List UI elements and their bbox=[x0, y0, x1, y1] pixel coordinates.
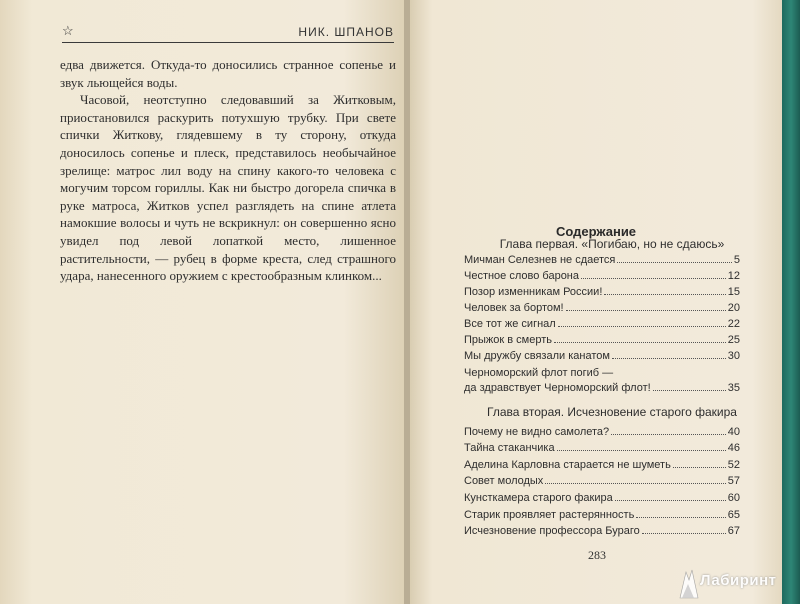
toc-entry-page: 15 bbox=[727, 286, 740, 298]
toc-entry-page: 40 bbox=[727, 426, 740, 438]
toc-entry bbox=[464, 422, 740, 438]
chapter-heading: Глава вторая. Исчезновение старого факира bbox=[487, 405, 737, 419]
toc-entry-page: 67 bbox=[727, 525, 740, 537]
labyrinth-logo-icon bbox=[676, 566, 702, 600]
toc-entry-title: Честное слово барона bbox=[464, 270, 580, 282]
toc-entry bbox=[464, 378, 740, 394]
toc-entry bbox=[464, 330, 740, 346]
toc-entry-title: Старик проявляет растерянность bbox=[464, 509, 635, 521]
chapter-heading: Глава первая. «Погибаю, но не сдаюсь» bbox=[499, 237, 725, 251]
toc-entry-title: да здравствует Черноморский флот! bbox=[464, 382, 651, 394]
watermark-logo bbox=[676, 566, 786, 600]
toc-entry bbox=[464, 488, 740, 504]
toc-entry bbox=[464, 346, 740, 362]
toc-entry-title: Мы дружбу связали канатом bbox=[464, 350, 610, 362]
toc-entry bbox=[464, 455, 740, 471]
toc-title: Содержание bbox=[555, 224, 637, 239]
toc-entry-page: 22 bbox=[727, 318, 740, 330]
toc-entry bbox=[464, 471, 740, 487]
page-number: 283 bbox=[588, 548, 606, 562]
toc-entry-title: Мичман Селезнев не сдается bbox=[464, 254, 616, 266]
toc-entry-title: Человек за бортом! bbox=[464, 302, 564, 314]
toc-entry-title: Тайна стаканчика bbox=[464, 442, 555, 454]
toc-entry-page: 20 bbox=[727, 302, 740, 314]
toc-entry-page: 65 bbox=[727, 509, 740, 521]
toc-entry bbox=[464, 314, 740, 330]
header-author: НИК. ШПАНОВ bbox=[298, 25, 394, 39]
toc-entry-page: 12 bbox=[727, 270, 740, 282]
toc-entry bbox=[464, 266, 740, 282]
toc-entry-title: Почему не видно самолета? bbox=[464, 426, 610, 438]
toc-entry-page: 52 bbox=[727, 459, 740, 471]
toc-entry bbox=[464, 298, 740, 314]
watermark-text: Лабиринт bbox=[700, 572, 777, 589]
toc-entry-title: Совет молодых bbox=[464, 475, 544, 487]
toc-entry-title: Все тот же сигнал bbox=[464, 318, 556, 330]
paragraph: едва движется. Откуда-то доносились странное сопенье и звук льющейся воды. bbox=[60, 57, 396, 90]
toc-entry-title: Аделина Карловна старается не шуметь bbox=[464, 459, 671, 471]
book-cover-edge bbox=[782, 0, 800, 604]
toc-entry-page: 60 bbox=[727, 492, 740, 504]
toc-entry-page: 46 bbox=[727, 442, 740, 454]
toc-entry-page: 30 bbox=[727, 350, 740, 362]
toc-entry bbox=[464, 521, 740, 537]
toc-entry bbox=[464, 438, 740, 454]
toc-entry bbox=[464, 505, 740, 521]
paragraph: Часовой, неотступно следовавший за Житковым, приостановился раскурить потухшую трубку. При свете спички Житкову, глядевшему в ту сторону, откуда доносилось сопенье и плеск, представилось необычайное зрелище: матрос лил воду на спину какого-то человека с могучим торсом гориллы. Как ни быстро догорела спичка в руке матроса, Житков успел разглядеть на спине атлета намокшие волосы и чуть не вскрикнул: он совершенно ясно увидел под левой лопаткой место, лишенное растительности, — рубец в форме креста, след страшного удара, нанесенного оружием с крестообразным клинком... bbox=[60, 92, 396, 284]
toc-entry-line1 bbox=[464, 365, 740, 379]
running-header bbox=[62, 22, 394, 43]
toc-entry-page: 35 bbox=[727, 382, 740, 394]
toc-entry-title: Прыжок в смерть bbox=[464, 334, 552, 346]
toc-entry-page: 5 bbox=[733, 254, 740, 266]
toc-entry-title: Позор изменникам России! bbox=[464, 286, 603, 298]
toc-entry-page: 57 bbox=[727, 475, 740, 487]
toc-entry bbox=[464, 282, 740, 298]
toc-entry-page: 25 bbox=[727, 334, 740, 346]
toc-entry-title: Кунсткамера старого факира bbox=[464, 492, 613, 504]
body-text bbox=[60, 56, 396, 285]
star-icon: ☆ bbox=[62, 23, 74, 38]
toc-entry bbox=[464, 250, 740, 266]
toc-entry-title: Исчезновение профессора Бураго bbox=[464, 525, 640, 537]
toc-entry-title: Черноморский флот погиб — bbox=[464, 367, 614, 379]
